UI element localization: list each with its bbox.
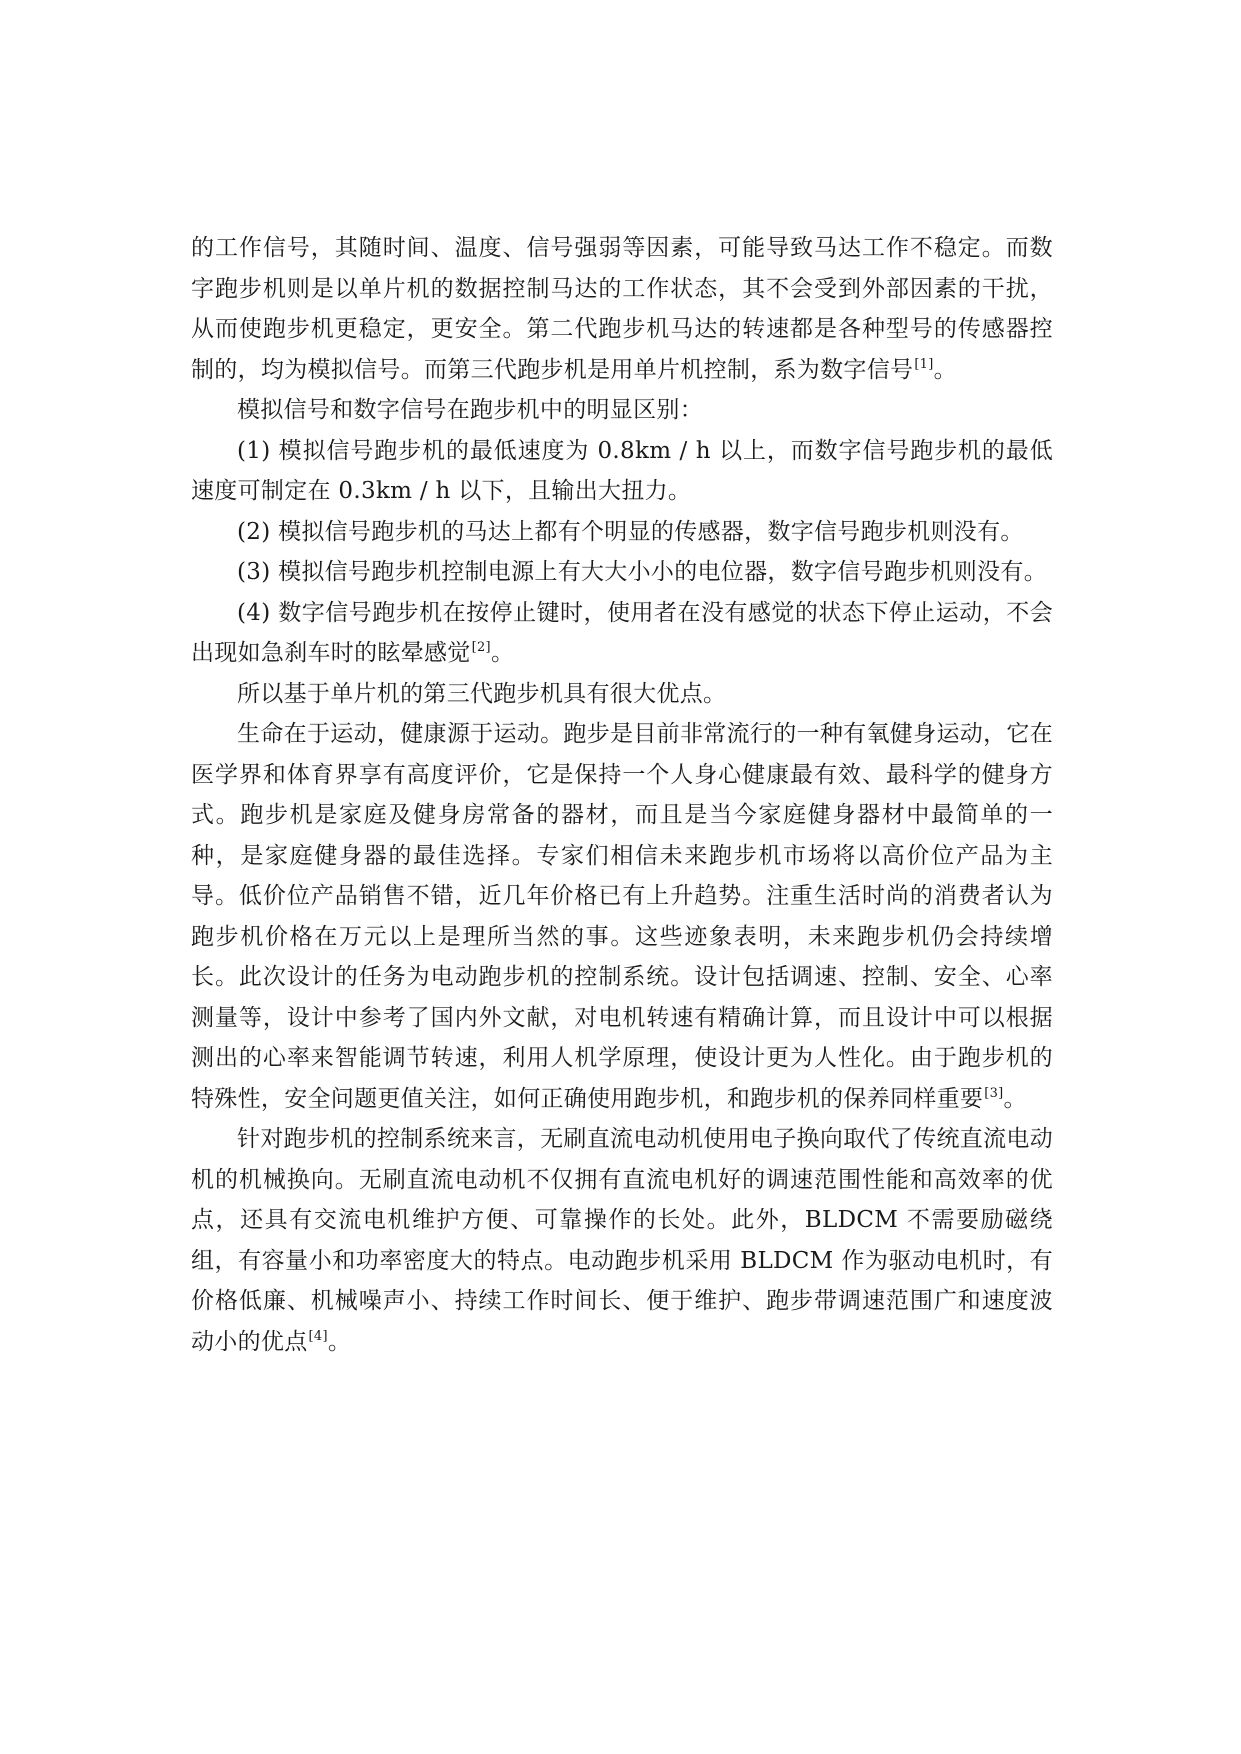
paragraph-1-text: 的工作信号，其随时间、温度、信号强弱等因素，可能导致马达工作不稳定。而数字跑步机则是以单片机的数据控制马达的工作状态，其不会受到外部因素的干扰，从而使跑步机更稳定，更安全。第二代跑步机马达的转速都是各种型号的传感器控制的，均为模拟信号。而第三代跑步机是用单片机控制，系为数字信号 bbox=[191, 235, 1053, 383]
list-item-4-text: (4) 数字信号跑步机在按停止键时，使用者在没有感觉的状态下停止运动，不会出现如急刹车时的眩晕感觉 bbox=[191, 599, 1053, 666]
paragraph-1-end: 。 bbox=[933, 356, 957, 383]
paragraph-5 bbox=[191, 1119, 1053, 1362]
list-item-3 bbox=[191, 552, 1053, 593]
paragraph-5-text: 针对跑步机的控制系统来言，无刷直流电动机使用电子换向取代了传统直流电动机的机械换向。无刷直流电动机不仅拥有直流电机好的调速范围性能和高效率的优点，还具有交流电机维护方便、可靠操作的长处。此外，BLDCM 不需要励磁绕组，有容量小和功率密度大的特点。电动跑步机采用 BLDCM 作为驱动电机时，有价格低廉、机械噪声小、持续工作时间长、便于维护、跑步带调速范围广和速度波动小的优点 bbox=[191, 1126, 1053, 1355]
paragraph-4-end: 。 bbox=[1003, 1085, 1027, 1112]
list-item-4 bbox=[191, 593, 1053, 674]
list-item-3-text: (3) 模拟信号跑步机控制电源上有大大小小的电位器，数字信号跑步机则没有。 bbox=[237, 559, 1047, 585]
list-item-4-end: 。 bbox=[490, 640, 515, 666]
list-item-2-text: (2) 模拟信号跑步机的马达上都有个明显的传感器，数字信号跑步机则没有。 bbox=[237, 518, 1024, 545]
citation-2: [2] bbox=[471, 640, 491, 655]
list-item-1-text: (1) 模拟信号跑步机的最低速度为 0.8km / h 以上，而数字信号跑步机的最低速度可制定在 0.3km / h 以下，且输出大扭力。 bbox=[191, 437, 1053, 504]
document-page bbox=[191, 228, 1053, 1362]
paragraph-1 bbox=[191, 228, 1053, 390]
citation-4: [4] bbox=[308, 1328, 328, 1344]
list-item-2 bbox=[191, 512, 1053, 553]
citation-3: [3] bbox=[984, 1085, 1004, 1101]
paragraph-2-text: 模拟信号和数字信号在跑步机中的明显区别： bbox=[237, 397, 703, 423]
paragraph-2 bbox=[191, 390, 1053, 431]
list-item-1 bbox=[191, 431, 1053, 512]
paragraph-4-text: 生命在于运动，健康源于运动。跑步是目前非常流行的一种有氧健身运动，它在医学界和体育界享有高度评价，它是保持一个人身心健康最有效、最科学的健身方式。跑步机是家庭及健身房常备的器材，而且是当今家庭健身器材中最简单的一种，是家庭健身器的最佳选择。专家们相信未来跑步机市场将以高价位产品为主导。低价位产品销售不错，近几年价格已有上升趋势。注重生活时尚的消费者认为跑步机价格在万元以上是理所当然的事。这些迹象表明，未来跑步机仍会持续增长。此次设计的任务为电动跑步机的控制系统。设计包括调速、控制、安全、心率测量等，设计中参考了国内外文献，对电机转速有精确计算，而且设计中可以根据测出的心率来智能调节转速，利用人机学原理，使设计更为人性化。由于跑步机的特殊性，安全问题更值关注，如何正确使用跑步机，和跑步机的保养同样重要 bbox=[191, 721, 1053, 1112]
paragraph-5-end: 。 bbox=[327, 1328, 352, 1355]
paragraph-4 bbox=[191, 714, 1053, 1119]
paragraph-3-text: 所以基于单片机的第三代跑步机具有很大优点。 bbox=[237, 680, 727, 707]
citation-1: [1] bbox=[914, 356, 934, 372]
paragraph-3 bbox=[191, 674, 1053, 715]
